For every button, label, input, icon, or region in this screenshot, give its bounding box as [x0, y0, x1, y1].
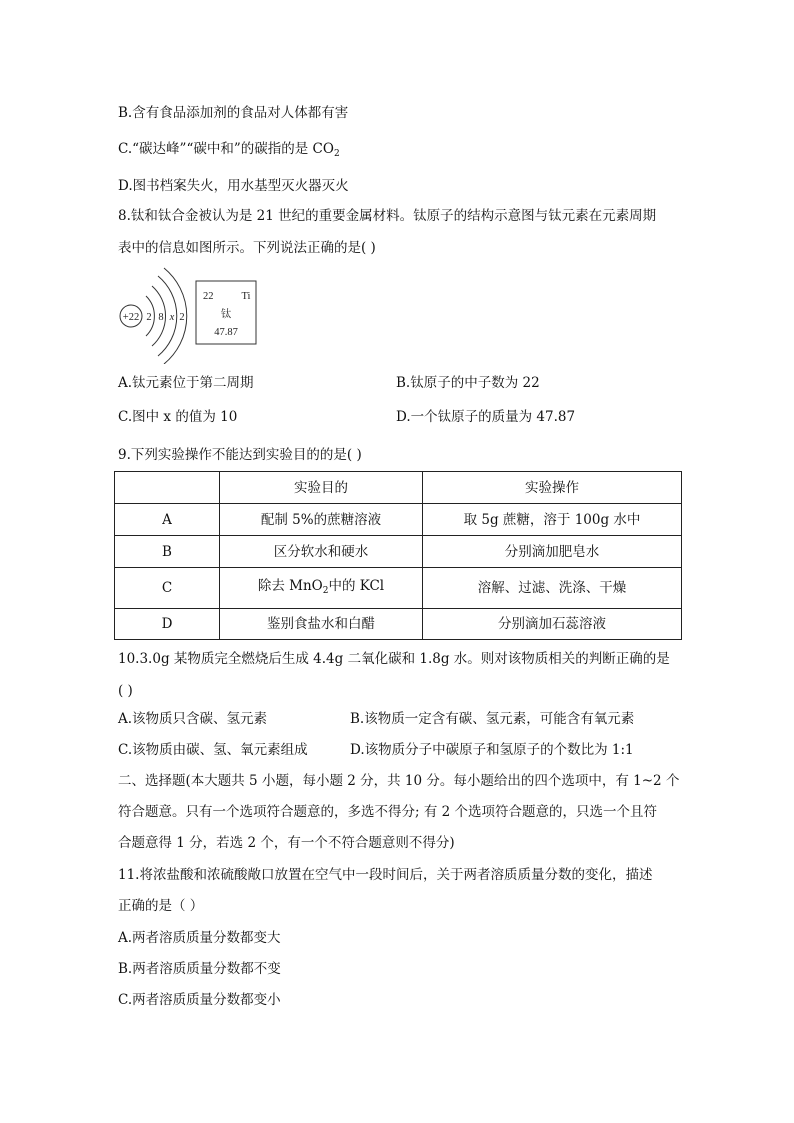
q10-option-c: C.该物质由碳、氢、氧元素组成: [118, 742, 308, 758]
table-header-row: [115, 472, 682, 504]
table-header-cell: 实验操作: [423, 472, 682, 504]
q7-option-d: D.图书档案失火，用水基型灭火器灭火: [118, 178, 349, 194]
shell-3-electrons: x: [169, 312, 175, 323]
q8-option-b: B.钛原子的中子数为 22: [396, 375, 540, 391]
row-goal-text: 除去 MnO: [257, 577, 323, 594]
nucleus-charge: +22: [122, 312, 140, 323]
experiment-table: [114, 471, 682, 640]
q10-option-a: A.该物质只含碳、氢元素: [118, 711, 268, 727]
q11-option-a: A.两者溶质质量分数都变大: [118, 930, 281, 946]
q8-option-a: A.钛元素位于第二周期: [118, 375, 254, 391]
row-label: B: [115, 536, 220, 568]
row-goal-text-end: 中的 KCl: [328, 577, 385, 594]
shell-4-electrons: 2: [179, 312, 185, 323]
shell-2-electrons: 8: [158, 312, 164, 323]
section-2-heading-line2: 符合题意。只有一个选项符合题意的，多选不得分; 有 2 个选项符合题意的，只选一个且符: [118, 804, 658, 820]
table-row: [115, 568, 682, 609]
atomic-number: 22: [203, 291, 214, 302]
q8-option-d: D.一个钛原子的质量为 47.87: [396, 409, 576, 425]
row-label: A: [115, 504, 220, 536]
element-symbol: Ti: [241, 291, 251, 302]
q9-stem: 9.下列实验操作不能达到实验目的的是( ): [118, 447, 362, 463]
shell-1-electrons: 2: [146, 312, 152, 323]
table-header-cell: [115, 472, 220, 504]
element-name: 钛: [220, 309, 232, 320]
section-2-heading-line3: 合题意得 1 分，若选 2 个，有一个不符合题意则不得分): [118, 835, 455, 851]
row-goal: [220, 568, 423, 609]
table-row: [115, 536, 682, 568]
row-operation: 分别滴加石蕊溶液: [423, 609, 682, 640]
row-goal-subscript: 2: [322, 585, 329, 596]
q7-option-c: [118, 140, 340, 163]
table-row: [115, 609, 682, 640]
row-label: C: [115, 568, 220, 609]
q10-option-b: B.该物质一定含有碳、氢元素，可能含有氧元素: [350, 711, 635, 727]
q10-stem-line2: ( ): [118, 683, 133, 699]
q11-stem-line1: 11.将浓盐酸和浓硫酸敞口放置在空气中一段时间后，关于两者溶质质量分数的变化，描述: [118, 867, 653, 883]
row-goal: 鉴别食盐水和白醋: [220, 609, 423, 640]
q7-option-b: B.含有食品添加剂的食品对人体都有害: [118, 105, 349, 121]
q8-option-c: C.图中 x 的值为 10: [118, 409, 238, 425]
relative-atomic-mass: 47.87: [214, 327, 238, 338]
q8-stem-line1: 8.钛和钛合金被认为是 21 世纪的重要金属材料。钛原子的结构示意图与钛元素在元素周期: [118, 208, 657, 224]
titanium-figure: [118, 266, 278, 364]
table-header-cell: 实验目的: [220, 472, 423, 504]
row-operation: 取 5g 蔗糖，溶于 100g 水中: [423, 504, 682, 536]
titanium-figure-svg: [118, 266, 278, 364]
q11-stem-line2: 正确的是（ ）: [118, 898, 204, 914]
row-operation: 溶解、过滤、洗涤、干燥: [423, 568, 682, 609]
row-goal: 区分软水和硬水: [220, 536, 423, 568]
q11-option-b: B.两者溶质质量分数都不变: [118, 961, 281, 977]
row-label: D: [115, 609, 220, 640]
q10-stem-line1: 10.3.0g 某物质完全燃烧后生成 4.4g 二氧化碳和 1.8g 水。则对该物质相关的判断正确的是: [118, 651, 670, 667]
q8-stem-line2: 表中的信息如图所示。下列说法正确的是( ): [118, 240, 376, 256]
q11-option-c: C.两者溶质质量分数都变小: [118, 992, 281, 1008]
q10-option-d: D.该物质分子中碳原子和氢原子的个数比为 1:1: [350, 742, 634, 758]
table-row: [115, 504, 682, 536]
row-goal: 配制 5%的蔗糖溶液: [220, 504, 423, 536]
section-2-heading-line1: 二、选择题(本大题共 5 小题，每小题 2 分，共 10 分。每小题给出的四个选项中，有 1~2 个: [118, 773, 680, 789]
q7-option-c-subscript: 2: [333, 149, 340, 159]
row-operation: 分别滴加肥皂水: [423, 536, 682, 568]
q7-option-c-text: C.“碳达峰”“碳中和”的碳指的是 CO: [118, 141, 334, 157]
